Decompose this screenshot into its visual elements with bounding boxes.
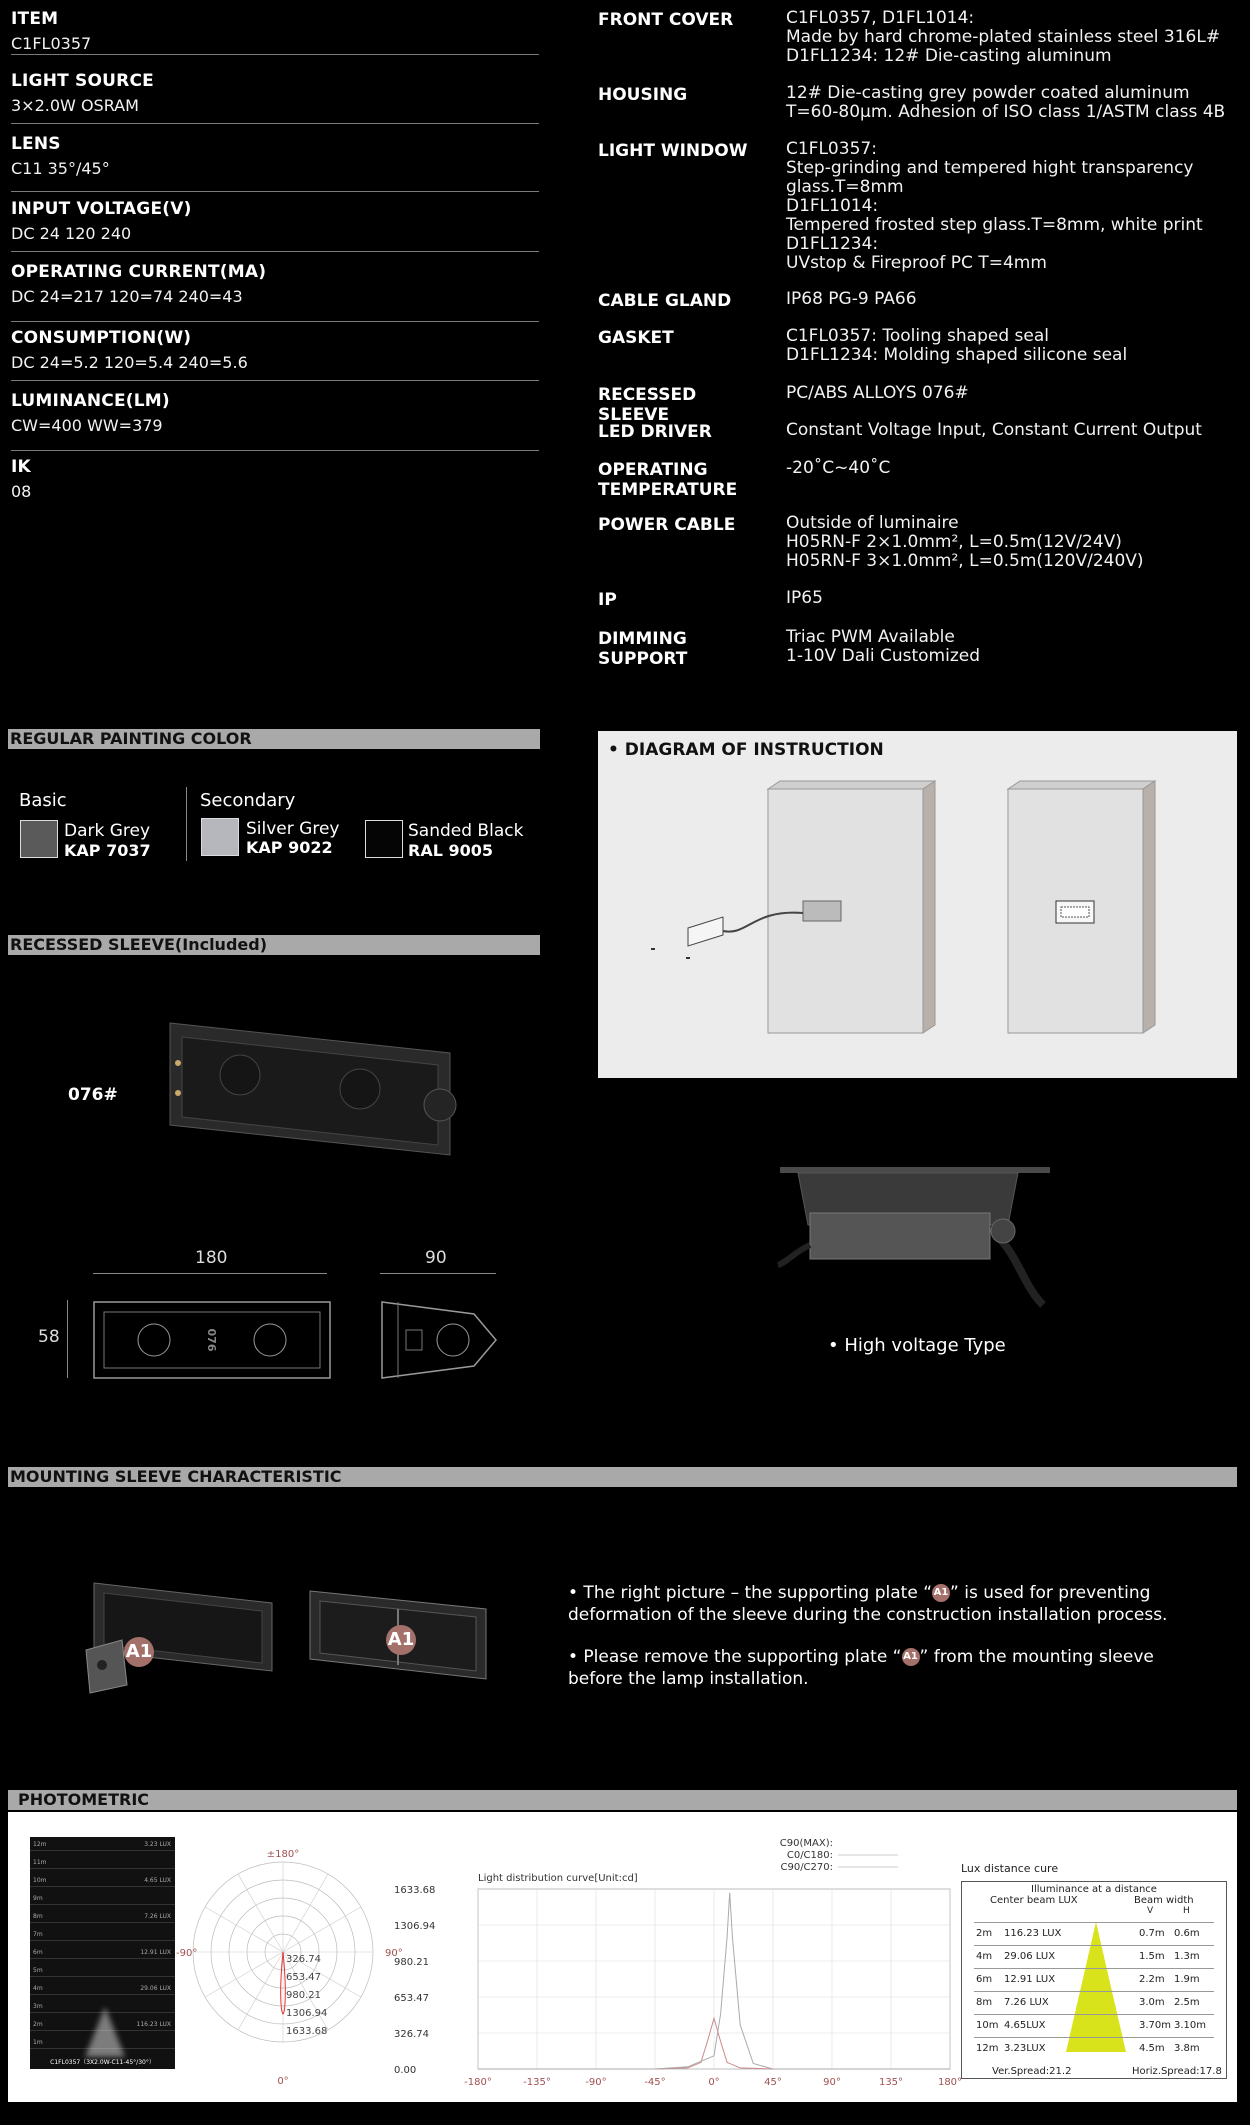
- spec-value: 08: [11, 482, 32, 501]
- lux-row: [974, 2014, 1214, 2037]
- x-tick-label: -45°: [644, 2077, 666, 2088]
- lux-distance-table: [961, 1881, 1227, 2079]
- detail-line: glass.T=8mm: [786, 177, 904, 197]
- spec-row: [11, 391, 539, 451]
- sleeve-model: 076#: [68, 1085, 118, 1105]
- detail-label: FRONT COVER: [598, 10, 734, 30]
- polar-label: 0°: [277, 2076, 289, 2087]
- spec-row: [11, 262, 539, 322]
- marker-a1: A1: [386, 1625, 416, 1655]
- detail-line: UVstop & Fireproof PC T=4mm: [786, 253, 1047, 273]
- beam-row-line: [30, 1868, 175, 1869]
- spec-row: [11, 134, 539, 192]
- sleeve-top-view: [92, 1300, 332, 1380]
- x-tick-label: 90°: [823, 2077, 841, 2088]
- basic-label: Basic: [19, 790, 67, 811]
- swatch-dark-grey: [20, 820, 58, 858]
- beam-spread-image: [30, 1837, 175, 2069]
- beam-row-label: 7m: [33, 1931, 43, 1938]
- detail-label: GASKET: [598, 328, 674, 348]
- detail-line: Constant Voltage Input, Constant Current Output: [786, 420, 1202, 440]
- beam-row-line: [30, 1976, 175, 1977]
- beam-row-label: 2m: [33, 2021, 43, 2028]
- x-tick-label: -180°: [464, 2077, 492, 2088]
- beam-row-label: 8m: [33, 1913, 43, 1920]
- sleeve-with-plate-image: [82, 1575, 282, 1695]
- sleeve-side-view: [378, 1300, 500, 1380]
- spec-value: DC 24=217 120=74 240=43: [11, 287, 243, 306]
- color-name: Silver Grey: [246, 819, 340, 839]
- lux-value: 29.06 LUX: [1004, 1951, 1056, 1962]
- h-col: H: [1183, 1906, 1190, 1916]
- hor-spread: Horiz.Spread:17.8: [1132, 2066, 1222, 2077]
- beam-lux-label: 3.23 LUX: [144, 1841, 171, 1848]
- spec-label: IK: [11, 457, 31, 477]
- dim-line: [93, 1273, 327, 1274]
- a1-inline-marker: A1: [932, 1584, 950, 1602]
- detail-line: D1FL1234: 12# Die-casting aluminum: [786, 46, 1112, 66]
- polar-label: ±180°: [266, 1849, 300, 1860]
- color-code: KAP 9022: [246, 838, 333, 857]
- spec-label: ITEM: [11, 9, 59, 29]
- detail-value: [786, 459, 1236, 478]
- x-tick-label: 180°: [937, 2077, 963, 2088]
- spec-value: 3×2.0W OSRAM: [11, 96, 139, 115]
- spec-value: C11 35°/45°: [11, 159, 110, 178]
- color-divider: [186, 787, 187, 861]
- detail-value: [786, 9, 1236, 66]
- detail-label: OPERATING TEMPERATURE: [598, 460, 738, 500]
- lux-value: 116.23 LUX: [1004, 1928, 1062, 1939]
- spec-label: LUMINANCE(LM): [11, 391, 170, 411]
- sleeve-3d-image: [150, 1015, 470, 1175]
- beam-row-label: 4m: [33, 1985, 43, 1992]
- lux-h: 3.8m: [1174, 2043, 1200, 2054]
- spec-value: CW=400 WW=379: [11, 416, 163, 435]
- detail-line: IP65: [786, 588, 823, 608]
- detail-value: [786, 140, 1236, 273]
- high-voltage-label: • High voltage Type: [828, 1335, 1006, 1356]
- high-voltage-fixture-image: [778, 1165, 1058, 1310]
- lux-h: 1.9m: [1174, 1974, 1200, 1985]
- lux-row: [974, 1945, 1214, 1968]
- beam-row-line: [30, 1994, 175, 1995]
- detail-value: [786, 84, 1236, 122]
- beam-row-label: 10m: [33, 1877, 47, 1884]
- beam-lux-label: 116.23 LUX: [136, 2021, 171, 2028]
- detail-line: Step-grinding and tempered hight transparency: [786, 158, 1194, 178]
- spec-row: [11, 9, 539, 55]
- installation-illustration: [598, 731, 1237, 1078]
- color-code: KAP 7037: [64, 841, 151, 860]
- spec-value: DC 24=5.2 120=5.4 240=5.6: [11, 353, 248, 372]
- detail-line: Outside of luminaire: [786, 513, 959, 533]
- detail-value: [786, 514, 1236, 571]
- detail-label: LED DRIVER: [598, 422, 712, 442]
- lux-table-title: Lux distance cure: [961, 1862, 1059, 1875]
- note-text: before the lamp installation.: [568, 1669, 809, 1689]
- lux-distance: 2m: [976, 1928, 993, 1939]
- spec-row: [11, 457, 539, 507]
- lux-value: 12.91 LUX: [1004, 1974, 1056, 1985]
- lux-v: 2.2m: [1139, 1974, 1165, 1985]
- dim-length: 180: [195, 1248, 228, 1268]
- spec-row: [11, 199, 539, 252]
- beam-row-line: [30, 1940, 175, 1941]
- photometric-header: PHOTOMETRIC: [8, 1790, 1237, 1810]
- detail-line: D1FL1234: Molding shaped silicone seal: [786, 345, 1128, 365]
- beam-row-label: 5m: [33, 1967, 43, 1974]
- detail-line: 1-10V Dali Customized: [786, 646, 980, 666]
- beam-row-label: 9m: [33, 1895, 43, 1902]
- y-tick-label: 0.00: [394, 2065, 417, 2076]
- detail-value: [786, 290, 1236, 309]
- legend-entry: C0/C180:: [786, 1850, 833, 1861]
- legend-title: C90(MAX):: [779, 1838, 833, 1849]
- recessed-sleeve-header: RECESSED SLEEVE(Included): [8, 935, 540, 955]
- beam-lux-label: 7.26 LUX: [144, 1913, 171, 1920]
- lux-value: 3.23LUX: [1004, 2043, 1046, 2054]
- detail-label: RECESSED SLEEVE: [598, 385, 697, 425]
- detail-line: D1FL1014:: [786, 196, 879, 216]
- y-tick-label: 326.74: [394, 2029, 429, 2040]
- y-tick-label: 1306.94: [394, 1921, 436, 1932]
- lux-h: 2.5m: [1174, 1997, 1200, 2008]
- beam-row-line: [30, 1958, 175, 1959]
- lux-h: 1.3m: [1174, 1951, 1200, 1962]
- y-tick-label: 653.47: [394, 1993, 429, 2004]
- lux-h: 3.10m: [1174, 2020, 1207, 2031]
- detail-label: CABLE GLAND: [598, 291, 732, 311]
- spec-row: [11, 328, 539, 381]
- swatch-sanded-black: [365, 820, 403, 858]
- ver-spread: Ver.Spread:21.2: [992, 2066, 1072, 2077]
- detail-value: [786, 384, 1236, 403]
- spec-label: LIGHT SOURCE: [11, 71, 154, 91]
- sleeve-stamp: 076: [205, 1328, 218, 1352]
- detail-line: D1FL1234:: [786, 234, 879, 254]
- detail-line: -20˚C~40˚C: [786, 458, 891, 478]
- beam-lux-label: 29.06 LUX: [140, 1985, 171, 1992]
- mounting-sleeve-header: MOUNTING SLEEVE CHARACTERISTIC: [8, 1467, 1237, 1487]
- spec-value: C1FL0357: [11, 34, 92, 53]
- detail-label: IP: [598, 590, 617, 610]
- lux-v: 0.7m: [1139, 1928, 1165, 1939]
- detail-label: DIMMING SUPPORT: [598, 629, 688, 669]
- v-col: V: [1147, 1906, 1154, 1916]
- beam-row-label: 1m: [33, 2039, 43, 2046]
- spec-label: CONSUMPTION(W): [11, 328, 192, 348]
- dim-line: [67, 1300, 68, 1378]
- polar-spoke: [283, 1907, 361, 1952]
- detail-line: Triac PWM Available: [786, 627, 955, 647]
- lux-row: [974, 1968, 1214, 1991]
- beam-row-line: [30, 1850, 175, 1851]
- light-distribution-chart: [378, 1834, 963, 2094]
- detail-line: C1FL0357:: [786, 139, 877, 159]
- lux-v: 3.0m: [1139, 1997, 1165, 2008]
- detail-line: IP68 PG-9 PA66: [786, 289, 917, 309]
- lux-row: [974, 1922, 1214, 1945]
- lux-distance: 6m: [976, 1974, 993, 1985]
- detail-line: C1FL0357, D1FL1014:: [786, 8, 975, 28]
- x-tick-label: 135°: [878, 2077, 904, 2088]
- polar-label: 653.47: [286, 1972, 321, 1983]
- polar-spoke: [283, 1874, 328, 1952]
- beam-width-col: Beam width: [1134, 1895, 1194, 1906]
- x-tick-label: -90°: [585, 2077, 607, 2088]
- lux-h: 0.6m: [1174, 1928, 1200, 1939]
- lux-distance: 8m: [976, 1997, 993, 2008]
- lux-v: 3.70m: [1139, 2020, 1172, 2031]
- detail-label: POWER CABLE: [598, 515, 736, 535]
- note-text: ” is used for preventing: [950, 1583, 1151, 1603]
- mounting-note-2: [568, 1646, 1218, 1690]
- dim-height: 58: [38, 1327, 60, 1347]
- lux-value: 7.26 LUX: [1004, 1997, 1049, 2008]
- detail-label: LIGHT WINDOW: [598, 141, 748, 161]
- dim-line: [380, 1273, 496, 1274]
- diagram-panel: [598, 731, 1237, 1078]
- lux-distance: 10m: [976, 2020, 999, 2031]
- polar-label: 326.74: [286, 1954, 321, 1965]
- detail-value: [786, 589, 1236, 608]
- x-tick-label: 0°: [708, 2077, 720, 2088]
- polar-label: -90°: [176, 1948, 198, 1959]
- spec-row: [11, 71, 539, 124]
- beam-row-label: 3m: [33, 2003, 43, 2010]
- spec-value: DC 24 120 240: [11, 224, 132, 243]
- mounting-note-1: [568, 1582, 1218, 1626]
- detail-line: C1FL0357: Tooling shaped seal: [786, 326, 1049, 346]
- painting-color-header: REGULAR PAINTING COLOR: [8, 729, 540, 749]
- polar-label: 90°: [385, 1948, 403, 1959]
- spec-label: LENS: [11, 134, 61, 154]
- y-tick-label: 980.21: [394, 1957, 429, 1968]
- detail-value: [786, 628, 1236, 666]
- detail-value: [786, 327, 1236, 365]
- detail-value: [786, 421, 1236, 440]
- polar-spoke: [238, 1874, 283, 1952]
- detail-line: PC/ABS ALLOYS 076#: [786, 383, 969, 403]
- beam-lux-label: 12.91 LUX: [140, 1949, 171, 1956]
- photometric-panel: [8, 1812, 1237, 2102]
- center-beam-col: Center beam LUX: [990, 1895, 1078, 1906]
- legend-entry: C90/C270:: [780, 1862, 833, 1873]
- note-text: ” from the mounting sleeve: [919, 1647, 1154, 1667]
- lux-distance: 12m: [976, 2043, 999, 2054]
- beam-caption: C1FL0357（3X2.0W-C11-45°/30°）: [50, 2059, 155, 2066]
- note-text: • The right picture – the supporting plate “: [568, 1583, 933, 1603]
- color-code: RAL 9005: [408, 841, 493, 860]
- polar-spoke: [238, 1952, 283, 2030]
- x-tick-label: 45°: [764, 2077, 782, 2088]
- lux-row: [974, 1991, 1214, 2014]
- lux-distance: 4m: [976, 1951, 993, 1962]
- beam-row-line: [30, 1922, 175, 1923]
- dim-width: 90: [425, 1248, 447, 1268]
- spec-label: OPERATING CURRENT(MA): [11, 262, 267, 282]
- a1-inline-marker: A1: [902, 1648, 920, 1666]
- detail-line: H05RN-F 3×1.0mm², L=0.5m(120V/240V): [786, 551, 1144, 571]
- y-tick-label: 1633.68: [394, 1885, 436, 1896]
- beam-row-label: 12m: [33, 1841, 47, 1848]
- lux-v: 4.5m: [1139, 2043, 1165, 2054]
- lux-v: 1.5m: [1139, 1951, 1165, 1962]
- beam-lux-label: 4.65 LUX: [144, 1877, 171, 1884]
- polar-spoke: [205, 1952, 283, 1997]
- color-name: Dark Grey: [64, 821, 151, 841]
- marker-a1: A1: [124, 1637, 154, 1667]
- secondary-label: Secondary: [200, 790, 296, 811]
- polar-spoke: [205, 1907, 283, 1952]
- diagram-title: • DIAGRAM OF INSTRUCTION: [608, 740, 884, 760]
- beam-row-line: [30, 1904, 175, 1905]
- detail-line: 12# Die-casting grey powder coated aluminum: [786, 83, 1190, 103]
- beam-row-label: 6m: [33, 1949, 43, 1956]
- beam-row-label: 11m: [33, 1859, 47, 1866]
- polar-label: 980.21: [286, 1990, 321, 2001]
- lux-value: 4.65LUX: [1004, 2020, 1046, 2031]
- lux-row: [974, 2037, 1214, 2060]
- detail-label: HOUSING: [598, 85, 688, 105]
- polar-label: 1633.68: [286, 2026, 328, 2037]
- chart-title: Light distribution curve[Unit:cd]: [478, 1873, 638, 1884]
- color-name: Sanded Black: [408, 821, 524, 841]
- detail-line: H05RN-F 2×1.0mm², L=0.5m(12V/24V): [786, 532, 1122, 552]
- detail-line: T=60-80μm. Adhesion of ISO class 1/ASTM class 4B: [786, 102, 1226, 122]
- note-text: • Please remove the supporting plate “: [568, 1647, 902, 1667]
- light-cone: [85, 2007, 125, 2057]
- spec-label: INPUT VOLTAGE(V): [11, 199, 192, 219]
- note-text: deformation of the sleeve during the construction installation process.: [568, 1605, 1168, 1625]
- detail-line: Made by hard chrome-plated stainless steel 316L#: [786, 27, 1221, 47]
- polar-label: 1306.94: [286, 2008, 328, 2019]
- beam-row-line: [30, 1886, 175, 1887]
- swatch-silver-grey: [201, 818, 239, 856]
- lux-table-header: Illuminance at a distance: [1031, 1884, 1157, 1895]
- detail-line: Tempered frosted step glass.T=8mm, white print: [786, 215, 1203, 235]
- x-tick-label: -135°: [523, 2077, 551, 2088]
